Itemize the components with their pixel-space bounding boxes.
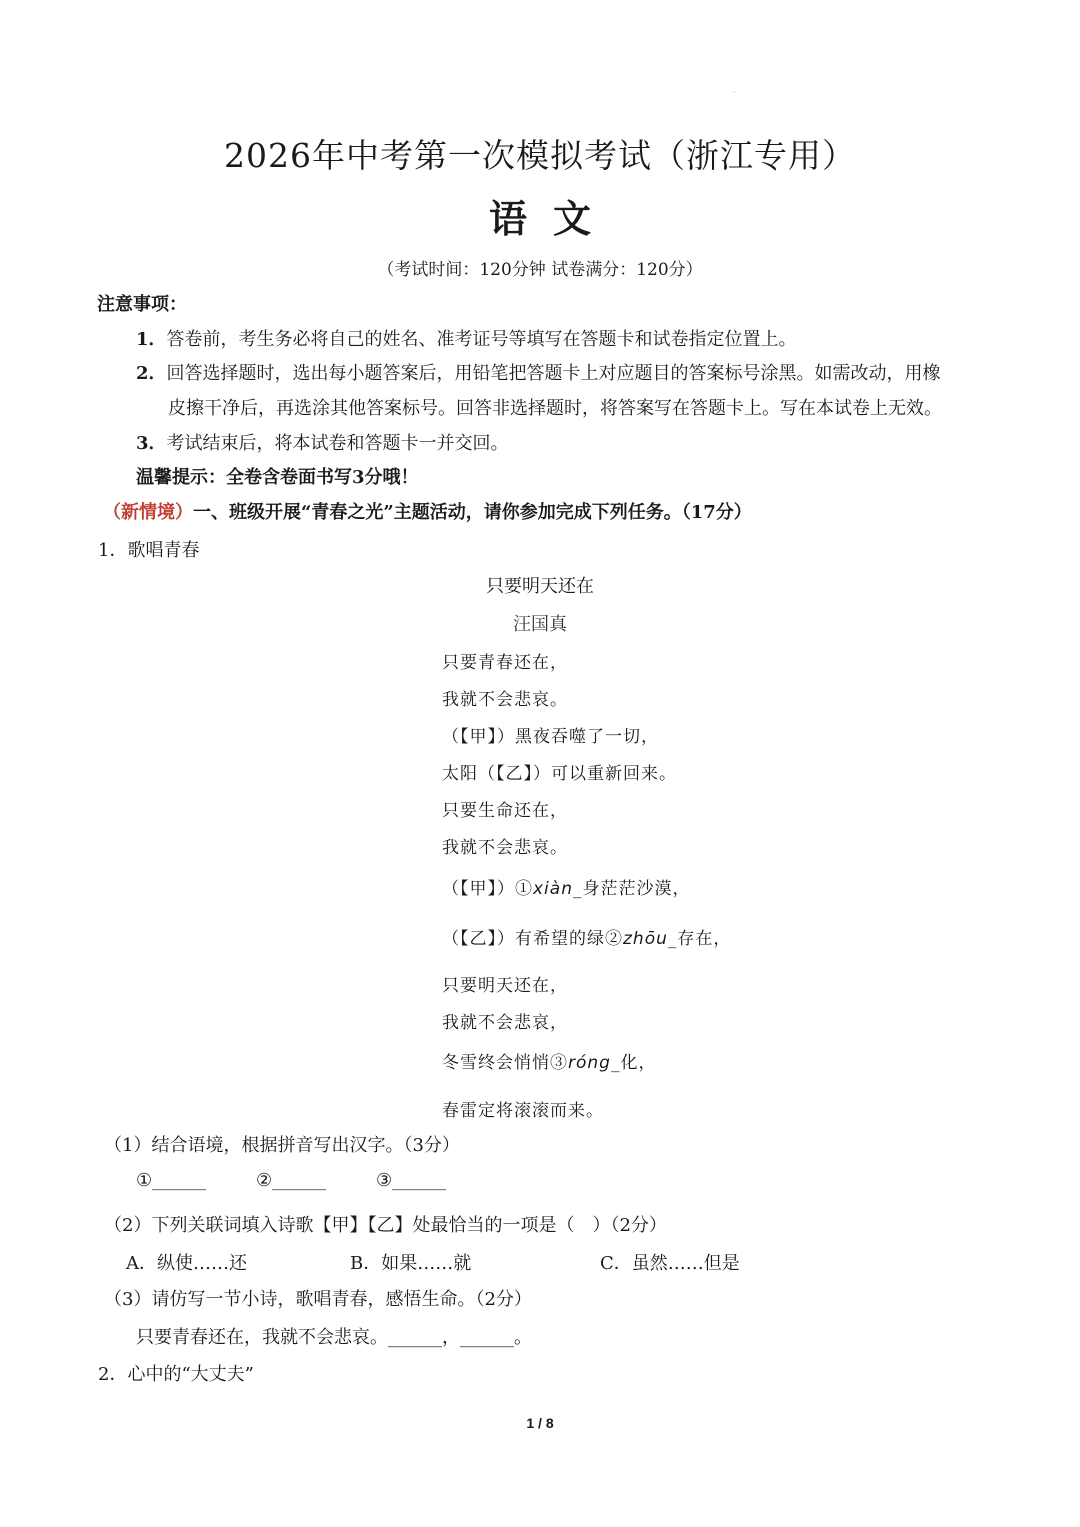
section-1-title: 一、班级开展“青春之光”主题活动，请你参加完成下列任务。（17分） — [193, 502, 752, 523]
answer-blank-1[interactable]: ①______ — [136, 1170, 207, 1191]
answer-blank-2[interactable]: ②______ — [256, 1170, 327, 1191]
option-c[interactable]: C．虽然……但是 — [600, 1253, 740, 1274]
poem-line: 我就不会悲哀。 — [442, 838, 568, 858]
stray-dot: · — [733, 88, 736, 97]
note-number: 2． — [136, 363, 167, 384]
note-text: 考试结束后，将本试卷和答题卡一并交回。 — [166, 433, 509, 454]
subject-title: 语文 — [488, 196, 617, 241]
note-text: 回答选择题时，选出每小题答案后，用铅笔把答题卡上对应题目的答案标号涂黑。如需改动，用橡 — [166, 363, 941, 384]
note-item-3 — [136, 429, 509, 455]
imitation-prompt[interactable]: 只要青春还在，我就不会悲哀。______，______。 — [136, 1327, 532, 1348]
note-item-2 — [136, 359, 941, 385]
poem-line-pinyin-3: 冬雪终会悄悄③róng_化， — [442, 1053, 657, 1073]
notes-heading: 注意事项： — [97, 294, 187, 315]
question-2-label: 2．心中的“大丈夫” — [98, 1364, 254, 1385]
question-1-label: 1．歌唱青春 — [98, 540, 200, 561]
note-item-2-cont: 皮擦干净后，再选涂其他答案标号。回答非选择题时，将答案写在答题卡上。写在本试卷上无效。 — [168, 398, 942, 419]
pinyin-rong: róng — [568, 1053, 611, 1073]
poem-line: 我就不会悲哀， — [442, 1013, 568, 1033]
exam-info: （考试时间：120分钟 试卷满分：120分） — [377, 260, 703, 280]
new-context-tag: （新情境） — [103, 502, 193, 523]
tip-text: 温馨提示：全卷含卷面书写3分哦！ — [136, 467, 419, 488]
poem-line: 春雷定将滚滚而来。 — [442, 1101, 604, 1121]
poem-line: 太阳（【乙】）可以重新回来。 — [442, 764, 677, 784]
poem-title: 只要明天还在 — [486, 576, 594, 597]
sub-question-3: （3）请仿写一节小诗，歌唱青春，感悟生命。（2分） — [104, 1289, 532, 1310]
poem-line: 只要明天还在， — [442, 976, 568, 996]
answer-blank-3[interactable]: ③______ — [376, 1170, 447, 1191]
poem-line: 只要生命还在， — [442, 801, 568, 821]
sub-question-2: （2）下列关联词填入诗歌【甲】【乙】处最恰当的一项是（ ）（2分） — [104, 1215, 667, 1236]
option-b[interactable]: B．如果……就 — [350, 1253, 472, 1274]
note-text: 答卷前，考生务必将自己的姓名、准考证号等填写在答题卡和试卷指定位置上。 — [166, 329, 797, 350]
poem-line: （【甲】）黑夜吞噬了一切， — [442, 727, 659, 747]
poem-author: 汪国真 — [513, 614, 567, 635]
note-number: 3． — [136, 433, 167, 454]
page-title: 2026年中考第一次模拟考试（浙江专用） — [224, 136, 856, 175]
pinyin-xian: xiàn — [533, 879, 573, 899]
poem-line: 只要青春还在， — [442, 653, 568, 673]
poem-line-pinyin-1: （【甲】）①xiàn_身茫茫沙漠， — [442, 879, 691, 899]
pinyin-zhou: zhōu — [623, 929, 668, 949]
note-item-1 — [136, 325, 797, 351]
page-number: 1 / 8 — [526, 1415, 554, 1431]
option-a[interactable]: A．纵使……还 — [126, 1253, 247, 1274]
section-1-heading — [103, 498, 752, 524]
poem-line-pinyin-2: （【乙】）有希望的绿②zhōu_存在， — [442, 929, 732, 949]
poem-line: 我就不会悲哀。 — [442, 690, 568, 710]
note-number: 1． — [136, 329, 167, 350]
sub-question-1: （1）结合语境，根据拼音写出汉字。（3分） — [104, 1135, 460, 1156]
